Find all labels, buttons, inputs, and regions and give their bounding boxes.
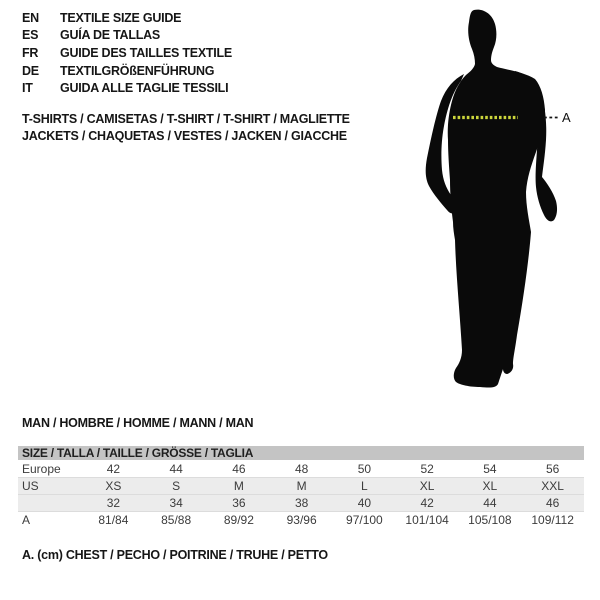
size-cell: 34 bbox=[169, 496, 183, 510]
language-title: GUIDE DES TAILLES TEXTILE bbox=[60, 45, 233, 60]
size-cell: 105/108 bbox=[468, 513, 512, 527]
size-table-header: SIZE / TALLA / TAILLE / GRÖSSE / TAGLIA bbox=[18, 446, 584, 460]
row-label: Europe bbox=[22, 461, 61, 476]
category-list bbox=[22, 111, 350, 144]
size-cell: 81/84 bbox=[98, 513, 129, 527]
row-label: A bbox=[22, 513, 31, 527]
size-cell: 48 bbox=[294, 461, 309, 476]
row-label: US bbox=[22, 479, 39, 493]
size-cell: 44 bbox=[169, 461, 183, 476]
size-cell: 52 bbox=[420, 461, 434, 476]
size-table bbox=[18, 446, 584, 528]
table-row-uk bbox=[18, 494, 584, 511]
size-cell: 38 bbox=[294, 496, 309, 510]
size-cell: XS bbox=[105, 479, 122, 493]
measure-label-a: A bbox=[562, 110, 571, 125]
size-cell: 93/96 bbox=[286, 513, 317, 527]
size-cell: 36 bbox=[232, 496, 246, 510]
language-code: ES bbox=[22, 28, 39, 43]
size-cell: 42 bbox=[106, 461, 121, 476]
table-row-a-chest bbox=[18, 511, 584, 528]
language-row bbox=[22, 27, 232, 45]
language-title: TEXTILE SIZE GUIDE bbox=[60, 10, 182, 25]
man-body-shape bbox=[448, 10, 545, 388]
language-title: GUIDA ALLE TAGLIE TESSILI bbox=[60, 81, 229, 96]
language-row bbox=[22, 79, 232, 97]
size-cell: M bbox=[233, 479, 244, 493]
size-cell: 42 bbox=[420, 496, 434, 510]
language-row bbox=[22, 62, 232, 80]
size-cell: S bbox=[172, 479, 181, 493]
category-tshirts: T-SHIRTS / CAMISETAS / T-SHIRT / T-SHIRT / MAGLIETTE bbox=[22, 112, 350, 126]
size-cell: 54 bbox=[483, 461, 497, 476]
size-cell: 40 bbox=[357, 496, 372, 510]
measurement-legend: A. (cm) CHEST / PECHO / POITRINE / TRUHE / PETTO bbox=[22, 548, 328, 562]
size-cell: 44 bbox=[483, 496, 497, 510]
size-cell: 101/104 bbox=[405, 513, 449, 527]
language-code: IT bbox=[22, 81, 33, 96]
size-cell: 56 bbox=[545, 461, 560, 476]
category-jackets: JACKETS / CHAQUETAS / VESTES / JACKEN / GIACCHE bbox=[22, 128, 347, 143]
size-cell: 32 bbox=[106, 496, 121, 510]
language-code: FR bbox=[22, 45, 39, 60]
language-row bbox=[22, 44, 232, 62]
size-cell: 89/92 bbox=[223, 513, 254, 527]
size-cell: XL bbox=[482, 479, 498, 493]
language-code: DE bbox=[22, 63, 39, 78]
language-title: TEXTILGRÖßENFÜHRUNG bbox=[60, 63, 215, 78]
man-silhouette bbox=[410, 0, 580, 410]
size-cell: 109/112 bbox=[531, 513, 574, 527]
size-cell: 46 bbox=[232, 461, 246, 476]
size-cell: 85/88 bbox=[161, 513, 192, 527]
size-cell: XL bbox=[419, 479, 435, 493]
size-cell: 50 bbox=[357, 461, 372, 476]
table-row-europe bbox=[18, 460, 584, 477]
size-cell: 97/100 bbox=[346, 513, 383, 527]
table-row-us bbox=[18, 477, 584, 494]
size-cell: XXL bbox=[541, 479, 564, 493]
language-code: EN bbox=[22, 10, 39, 25]
size-cell: M bbox=[296, 479, 307, 493]
size-cell: 46 bbox=[545, 496, 560, 510]
language-list bbox=[22, 9, 232, 97]
language-row bbox=[22, 9, 232, 27]
language-title: GUÍA DE TALLAS bbox=[60, 28, 160, 43]
section-title-man: MAN / HOMBRE / HOMME / MANN / MAN bbox=[22, 416, 254, 430]
size-cell: L bbox=[361, 479, 368, 493]
